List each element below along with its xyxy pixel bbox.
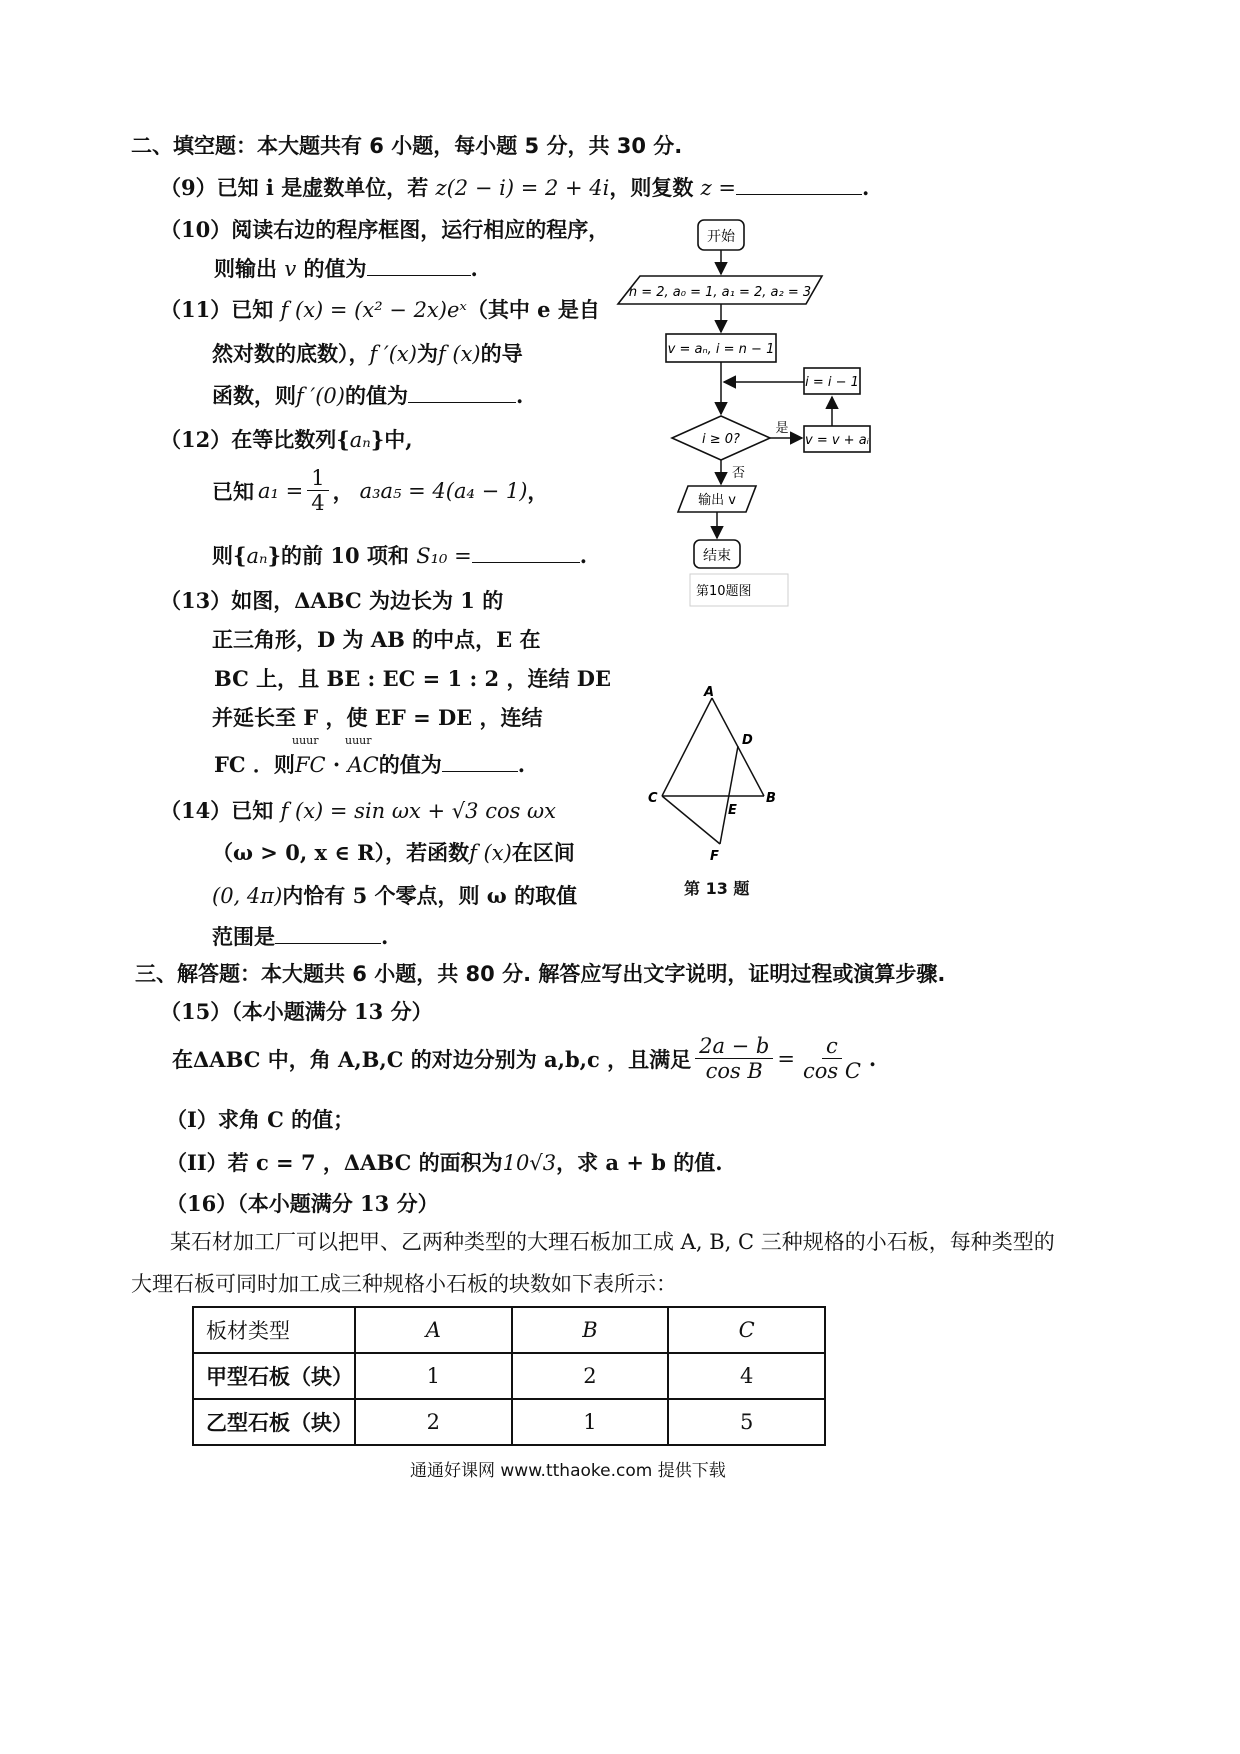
table-row	[193, 1353, 825, 1399]
flow-condition-label: i ≥ 0?	[702, 432, 740, 447]
q14-text-4a: 范围是	[212, 924, 275, 949]
q12-line1	[160, 424, 413, 454]
q13-text-1: 如图，ΔABC 为边长为 1 的	[231, 588, 504, 613]
table-cell: 1	[355, 1353, 512, 1399]
triangle-figure	[640, 680, 800, 900]
q16-line2: 大理石板可同时加工成三种规格小石板的块数如下表所示：	[131, 1272, 677, 1296]
q13-line1	[160, 585, 503, 615]
q14-line2	[212, 837, 575, 867]
q10-text-2a: 则输出	[214, 256, 277, 281]
q12-end: .	[579, 543, 588, 568]
q12-text-3b: }的前 10 项和	[267, 543, 409, 568]
q11-text-2b: 为	[416, 341, 438, 366]
table-cell: 甲型石板（块）	[193, 1353, 355, 1399]
q12-text-2c: ，	[527, 478, 549, 504]
q12-text-2b: ，	[332, 478, 354, 504]
q11-expression-4: f ′(0)	[296, 384, 345, 408]
q10-text-1: 阅读右边的程序框图，运行相应的程序，	[231, 217, 610, 242]
q11-expression-3: f (x)	[437, 342, 481, 366]
table-cell: 1	[512, 1399, 669, 1445]
flowchart-figure	[600, 210, 900, 615]
q10-number: （10）	[160, 217, 232, 242]
flow-output-label: 输出 v	[698, 493, 736, 508]
q15-fraction-1	[695, 1034, 773, 1083]
q10-text-2b: 的值为	[303, 256, 367, 281]
q15-end: .	[868, 1046, 877, 1072]
q13-line5	[214, 749, 525, 779]
q11-text-1a: 已知	[231, 297, 274, 322]
q10-line2	[214, 253, 478, 283]
q14-text-2b: 在区间	[511, 840, 575, 865]
q15-title: （15）（本小题满分 13 分）	[160, 999, 433, 1024]
label-c: C	[648, 791, 658, 806]
q14-answer-blank	[275, 943, 381, 944]
q15-fraction-2	[799, 1034, 865, 1083]
q12-answer-blank	[472, 562, 580, 563]
q11-text-3b: 的值为	[344, 383, 408, 408]
q12-text-1a: 在等比数列{	[231, 427, 350, 452]
label-e: E	[728, 803, 737, 818]
q15-area-expression: 10√3	[502, 1151, 557, 1175]
q15-part-2a: （II）若 c = 7 ，ΔABC 的面积为	[166, 1150, 503, 1175]
flow-input-label: n = 2, a₀ = 1, a₁ = 2, a₂ = 3	[628, 285, 812, 300]
flow-yes-label: 是	[775, 421, 789, 436]
flow-update-label: v = v + aᵢ	[805, 433, 869, 448]
q13-answer-blank	[442, 771, 518, 772]
q11-expression-1: f (x) = (x² − 2x)eˣ	[280, 298, 467, 322]
q11-text-3a: 函数，则	[212, 383, 296, 408]
q12-text-1b: }中,	[370, 427, 413, 452]
q14-expression-2: f (x)	[469, 841, 512, 865]
triangle-caption: 第 13 题	[684, 879, 750, 898]
q9-answer-blank	[736, 194, 862, 195]
table-cell: 5	[668, 1399, 825, 1445]
q9-expression: z(2 − i) = 2 + 4i	[435, 176, 610, 200]
table-header-row	[193, 1307, 825, 1353]
q14-line3	[212, 880, 577, 910]
q15-fraction-2-denominator: cos C	[802, 1059, 861, 1084]
q16-title: （16）（本小题满分 13 分）	[166, 1191, 439, 1216]
q9-text-a: 已知 i 是虚数单位，若	[216, 175, 429, 200]
q13-line3: BC 上，且 BE : EC = 1 : 2 ，连结 DE	[214, 666, 611, 691]
q12-text-3a: 则{	[212, 543, 247, 568]
q11-number: （11）	[160, 297, 232, 322]
table-cell: 2	[512, 1353, 669, 1399]
label-a: A	[704, 685, 715, 700]
q12-fraction-numerator: 1	[307, 466, 328, 491]
q13-dot: ·	[332, 752, 341, 777]
table-cell: 乙型石板（块）	[193, 1399, 355, 1445]
q15-line1	[172, 1034, 876, 1083]
table-cell: 2	[355, 1399, 512, 1445]
segment-df	[720, 746, 738, 844]
label-b: B	[766, 791, 776, 806]
q13-vector-ac: AC	[347, 753, 379, 777]
q15-fraction-2-numerator: c	[822, 1034, 842, 1059]
q15-part-2b: ，求 a + b 的值.	[556, 1150, 723, 1175]
segment-fc	[662, 796, 720, 844]
q12-sequence: aₙ	[349, 428, 371, 452]
q11-text-1b: （其中 e 是自	[466, 297, 600, 322]
side-ac	[662, 698, 712, 796]
q12-sequence-2: aₙ	[246, 544, 268, 568]
table-cell: 4	[668, 1353, 825, 1399]
q11-line1	[160, 294, 600, 324]
q12-fraction	[307, 466, 328, 515]
q10-variable: v	[284, 257, 297, 281]
q15-part-1: （I）求角 C 的值；	[166, 1107, 355, 1132]
q13-line4: 并延长至 F ，使 EF = DE ，连结	[212, 705, 543, 730]
flow-decrement-label: i = i − 1	[805, 375, 859, 390]
q10-answer-blank	[367, 275, 471, 276]
q15-text-1a: 在ΔABC 中，角 A,B,C 的对边分别为 a,b,c ，且满足	[172, 1046, 692, 1072]
q13-end: .	[517, 752, 526, 777]
flow-end-label: 结束	[703, 548, 731, 564]
table-row	[193, 1399, 825, 1445]
q12-line2	[212, 466, 548, 515]
q13-vector-fc: FC	[294, 753, 326, 777]
q10-end: .	[470, 256, 478, 281]
q11-end: .	[515, 383, 524, 408]
q14-text-2a: （ω > 0, x ∈ R），若函数	[212, 840, 470, 865]
q15-fraction-1-numerator: 2a − b	[695, 1034, 773, 1059]
q9-tail: z =	[700, 176, 737, 200]
flow-assign-label: v = aₙ, i = n − 1	[667, 342, 775, 357]
q15-equals: =	[777, 1046, 795, 1071]
q13-vector-mark-2: uuur	[345, 734, 372, 747]
q13-number: （13）	[160, 588, 232, 613]
q11-answer-blank	[408, 402, 516, 403]
q9-number: （9）	[160, 175, 217, 200]
q15-fraction-1-denominator: cos B	[705, 1059, 763, 1084]
q13-vector-mark-1: uuur	[292, 734, 319, 747]
q14-expression-1: f (x) = sin ωx + √3 cos ωx	[280, 799, 557, 823]
q12-number: （12）	[160, 427, 232, 452]
q13-line2: 正三角形，D 为 AB 的中点，E 在	[212, 627, 541, 652]
q11-line3	[212, 380, 523, 410]
q9-end: .	[862, 175, 870, 200]
q11-line2	[212, 338, 523, 368]
q14-line4	[212, 921, 388, 951]
flowchart-caption: 第10题图	[696, 584, 752, 599]
q14-interval: (0, 4π)	[212, 884, 283, 908]
label-f: F	[710, 849, 719, 864]
q14-text-1a: 已知	[231, 798, 274, 823]
q14-number: （14）	[160, 798, 232, 823]
q11-text-2a: 然对数的底数），	[212, 341, 370, 366]
q11-text-2c: 的导	[480, 341, 523, 366]
q14-line1	[160, 795, 556, 825]
q12-text-2a: 已知	[212, 478, 254, 504]
q9-text-b: ，则复数	[609, 175, 694, 200]
q12-s10: S₁₀ =	[416, 544, 472, 568]
q14-text-3b: 内恰有 5 个零点，则 ω 的取值	[282, 883, 578, 908]
q14-end: .	[381, 924, 389, 949]
q13-text-5a: FC ．则	[214, 752, 295, 777]
q13-text-5b: 的值为	[378, 752, 442, 777]
page-footer: 通通好课网 www.tthaoke.com 提供下载	[410, 1461, 726, 1481]
q12-line3	[212, 540, 587, 570]
table-header-cell: B	[512, 1307, 669, 1353]
q12-fraction-denominator: 4	[311, 491, 325, 516]
label-d: D	[742, 733, 753, 748]
q16-table	[192, 1306, 826, 1446]
q16-line1: 某石材加工厂可以把甲、乙两种类型的大理石板加工成 A, B, C 三种规格的小石板，每种类型的	[170, 1230, 1055, 1254]
table-header-cell: A	[355, 1307, 512, 1353]
q11-expression-2: f ′(x)	[369, 342, 417, 366]
q12-a1: a₁ =	[258, 478, 304, 503]
question-9	[160, 172, 869, 202]
q10-line1	[160, 214, 609, 244]
table-header-cell: C	[668, 1307, 825, 1353]
q12-expression: a₃a₅ = 4(a₄ − 1)	[359, 478, 528, 503]
flow-no-label: 否	[732, 466, 746, 481]
q15-part-2	[166, 1147, 723, 1177]
flow-start-label: 开始	[707, 229, 735, 245]
table-header-cell: 板材类型	[193, 1307, 355, 1353]
section-3-heading: 三、解答题：本大题共 6 小题，共 80 分. 解答应写出文字说明，证明过程或演算步骤.	[135, 962, 946, 986]
section-2-heading: 二、填空题：本大题共有 6 小题，每小题 5 分，共 30 分.	[131, 134, 683, 158]
